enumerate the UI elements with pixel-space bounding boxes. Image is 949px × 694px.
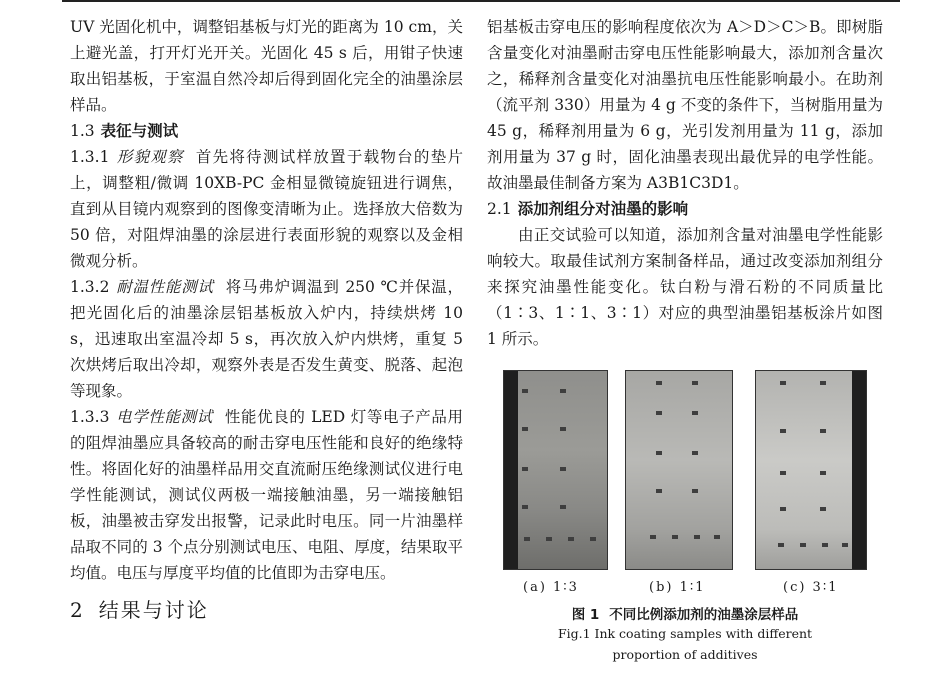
section-number: 1.3 [70, 122, 95, 140]
test-point-mark [822, 543, 828, 547]
subsection-title: 电学性能测试 [115, 408, 213, 426]
section-title: 结果与讨论 [98, 598, 209, 622]
test-point-mark [820, 381, 826, 385]
test-point-mark [656, 489, 662, 493]
figure-1 [487, 370, 883, 662]
test-point-mark [692, 451, 698, 455]
subsection-text: 将马弗炉调温到 250 ℃并保温，把光固化后的油墨涂层铝基板放入炉内，持续烘烤 10 s，迅速取出室温冷却 5 s，再次放入炉内烘烤，重复 5 次烘烤后取出冷却，观察外表是否发生黄变、脱落、起泡等现象。 [70, 278, 463, 400]
section-title: 表征与测试 [100, 122, 179, 140]
test-point-mark [714, 535, 720, 539]
test-point-mark [656, 451, 662, 455]
subsection-number: 1.3.1 [70, 148, 110, 166]
subsection-text: 性能优良的 LED 灯等电子产品用的阻焊油墨应具备较高的耐击穿电压性能和良好的绝缘特性。将固化好的油墨样品用交直流耐压绝缘测试仪进行电学性能测试，测试仪两极一端接触油墨，另一端接触铝板，油墨被击穿发出报警，记录此时电压。同一片油墨样品取不同的 3 个点分别测试电压、电阻、厚度，结果取平均值。电压与厚度平均值的比值即为击穿电压。 [70, 408, 463, 582]
subcaption-a: (a) 1∶3 [523, 580, 579, 595]
test-point-mark [560, 427, 566, 431]
paragraph-orthogonal-result: 铝基板击穿电压的影响程度依次为 A＞D＞C＞B。即树脂含量变化对油墨耐击穿电压性能影响最大，添加剂含量次之，稀释剂含量变化对油墨抗电压性能影响最小。在助剂（流平剂 330）用量为 4 g 不变的条件下，当树脂用量为 45 g，稀释剂用量为 6 g，光引发剂用量为 11 g，添加剂用量为 37 g 时，固化油墨表现出最优异的电学性能。故油墨最佳制备方案为 A3B1C3D1。 [487, 18, 883, 192]
test-point-mark [672, 535, 678, 539]
figure-title: 不同比例添加剂的油墨涂层样品 [609, 607, 799, 623]
test-point-mark [546, 537, 552, 541]
test-point-mark [694, 535, 700, 539]
test-point-mark [560, 505, 566, 509]
test-point-mark [590, 537, 596, 541]
section-heading-2 [70, 596, 463, 624]
test-point-mark [656, 411, 662, 415]
section-number: 2.1 [487, 200, 512, 218]
test-point-mark [842, 543, 848, 547]
left-column [70, 14, 463, 624]
section-number: 2 [70, 598, 83, 622]
test-point-mark [692, 381, 698, 385]
test-point-mark [780, 507, 786, 511]
subsection-1-3-2 [70, 274, 463, 404]
test-point-mark [524, 537, 530, 541]
subsection-number: 1.3.2 [70, 278, 110, 296]
test-point-mark [820, 471, 826, 475]
subsection-1-3-3 [70, 404, 463, 586]
page-top-rule [62, 0, 900, 2]
figure-caption-cn [487, 603, 883, 623]
test-point-mark [560, 389, 566, 393]
paragraph-uv-curing: UV 光固化机中，调整铝基板与灯光的距离为 10 cm，关上避光盖，打开灯光开关。光固化 45 s 后，用钳子快速取出铝基板，于室温自然冷却后得到固化完全的油墨涂层样品。 [70, 18, 463, 114]
figure-caption-en-line1: Fig.1 Ink coating samples with different [557, 626, 813, 641]
section-heading-2-1 [487, 196, 883, 222]
figure-number: 图 1 [571, 607, 600, 623]
test-point-mark [692, 411, 698, 415]
test-point-mark [692, 489, 698, 493]
test-point-mark [522, 389, 528, 393]
subsection-1-3-1 [70, 144, 463, 274]
subcaption-b: (b) 1∶1 [649, 580, 706, 595]
test-point-mark [780, 429, 786, 433]
test-point-mark [560, 467, 566, 471]
subsection-title: 耐温性能测试 [115, 278, 214, 296]
subcaption-c: (c) 3∶1 [783, 580, 839, 595]
test-point-mark [820, 507, 826, 511]
test-point-mark [780, 471, 786, 475]
test-point-mark [800, 543, 806, 547]
test-point-mark [522, 467, 528, 471]
paragraph-additive-effect: 由正交试验可以知道，添加剂含量对油墨电学性能影响较大。取最佳试剂方案制备样品，通过改变添加剂组分来探究油墨性能变化。钛白粉与滑石粉的不同质量比（1∶3、1∶1、3∶1）对应的典型油墨铝基板涂片如图 1 所示。 [487, 226, 883, 348]
test-point-mark [820, 429, 826, 433]
test-point-mark [522, 505, 528, 509]
sample-photo-b [625, 370, 733, 570]
section-heading-1-3 [70, 118, 463, 144]
subsection-text: 首先将待测试样放置于载物台的垫片上，调整粗/微调 10XB-PC 金相显微镜旋钮进行调焦，直到从目镜内观察到的图像变清晰为止。选择放大倍数为 50 倍，对阻焊油墨的涂层进行表面形貌的观察以及金相微观分析。 [70, 148, 463, 270]
section-title: 添加剂组分对油墨的影响 [517, 200, 689, 218]
subsection-title: 形貌观察 [115, 148, 184, 166]
test-point-mark [780, 381, 786, 385]
figure-caption-en-line2: proportion of additives [612, 647, 758, 662]
test-point-mark [778, 543, 784, 547]
test-point-mark [650, 535, 656, 539]
right-column [487, 14, 883, 662]
sample-photo-c [755, 370, 867, 570]
subsection-number: 1.3.3 [70, 408, 110, 426]
sample-photo-a [503, 370, 608, 570]
test-point-mark [522, 427, 528, 431]
test-point-mark [568, 537, 574, 541]
test-point-mark [656, 381, 662, 385]
